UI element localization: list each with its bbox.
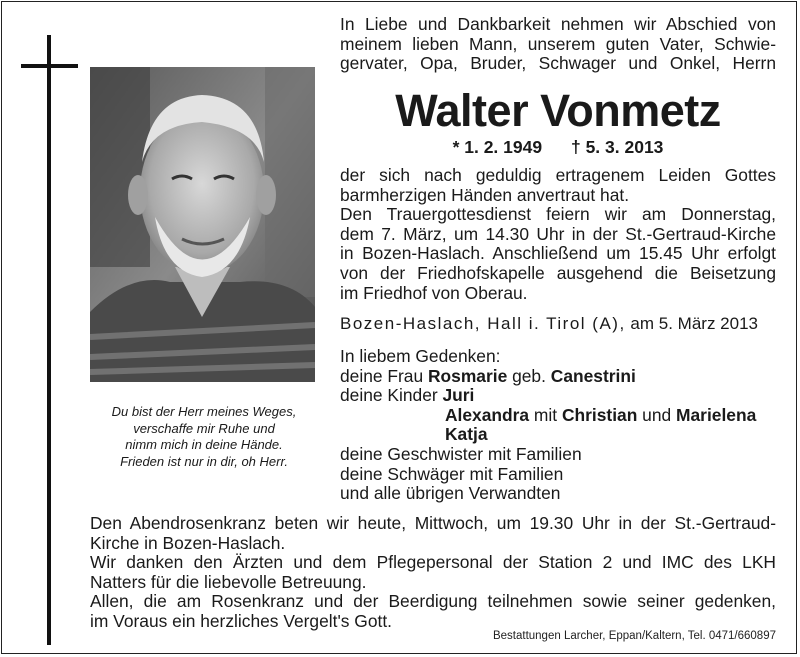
body-line: in Bozen-Haslach. Anschließend um 15.45 Uhr erfolgt — [340, 243, 776, 264]
psalm-verse — [94, 404, 314, 470]
body-line: im Friedhof von Oberau. — [340, 282, 528, 303]
mourner-child-alexandra: Alexandra mit Christian und Marielena — [445, 404, 757, 425]
psalm-line: verschaffe mir Ruhe und — [133, 420, 275, 436]
closing-line: Kirche in Bozen-Haslach. — [90, 532, 286, 553]
closing-text — [90, 514, 776, 632]
closing-line: Wir danken den Ärzten und dem Pflegepersonal der Station 2 und IMC des LKH — [90, 552, 776, 573]
mourner-other: deine Schwäger mit Familien — [340, 463, 564, 484]
intro-line: meinem lieben Mann, unserem guten Vater, Schwie- — [340, 33, 776, 54]
mourner-child-katja: Katja — [445, 424, 488, 445]
mourner-other: und alle übrigen Verwandten — [340, 483, 561, 504]
intro-line: gervater, Opa, Bruder, Schwager und Onkel, Herrn — [340, 53, 776, 74]
death-date: † 5. 3. 2013 — [570, 137, 664, 157]
mourner-children: deine Kinder Juri — [340, 385, 475, 406]
place-date: am 5. März 2013 — [630, 314, 758, 333]
funeral-details — [340, 166, 776, 303]
place-date-line — [340, 313, 776, 335]
closing-line: im Voraus ein herzliches Vergelt's Gott. — [90, 610, 392, 631]
cross-icon-bar — [21, 64, 78, 68]
intro-line: In Liebe und Dankbarkeit nehmen wir Abschied von — [340, 14, 776, 34]
body-line: Den Trauergottesdienst feiern wir am Donnerstag, — [340, 204, 776, 225]
funeral-home-credit: Bestattungen Larcher, Eppan/Kaltern, Tel. 0471/660897 — [492, 630, 776, 642]
closing-line: Natters für die liebevolle Betreuung. — [90, 571, 367, 592]
psalm-line: Du bist der Herr meines Weges, — [111, 404, 297, 419]
body-line: barmherzigen Händen anvertraut hat. — [340, 184, 630, 205]
closing-line: Den Abendrosenkranz beten wir heute, Mittwoch, um 19.30 Uhr in der St.-Gertraud- — [90, 513, 776, 533]
body-line: der sich nach geduldig ertragenem Leiden Gottes — [340, 165, 776, 185]
closing-line: Allen, die am Rosenkranz und der Beerdigung teilnehmen sowie seiner gedenken, — [90, 591, 776, 612]
birth-date: * 1. 2. 1949 — [452, 137, 543, 157]
place-location: Bozen-Haslach, Hall i. Tirol (A), — [340, 314, 626, 333]
body-line: von der Friedhofskapelle ausgehend die Beisetzung — [340, 262, 776, 283]
mourners-heading: In liebem Gedenken: — [340, 346, 501, 366]
psalm-line: Frieden ist nur in dir, oh Herr. — [120, 453, 288, 469]
life-dates — [340, 136, 776, 158]
portrait-photo — [90, 67, 315, 382]
body-line: dem 7. März, um 14.30 Uhr in der St.-Gertraud-Kirche — [340, 223, 776, 244]
mourner-other: deine Geschwister mit Familien — [340, 443, 582, 464]
mourners-list — [340, 347, 776, 504]
psalm-line: nimm mich in deine Hände. — [125, 437, 283, 452]
deceased-name: Walter Vonmetz — [395, 85, 721, 136]
mourner-wife: deine Frau Rosmarie geb. Canestrini — [340, 365, 636, 386]
cross-icon — [47, 35, 51, 645]
intro-text — [340, 15, 776, 74]
